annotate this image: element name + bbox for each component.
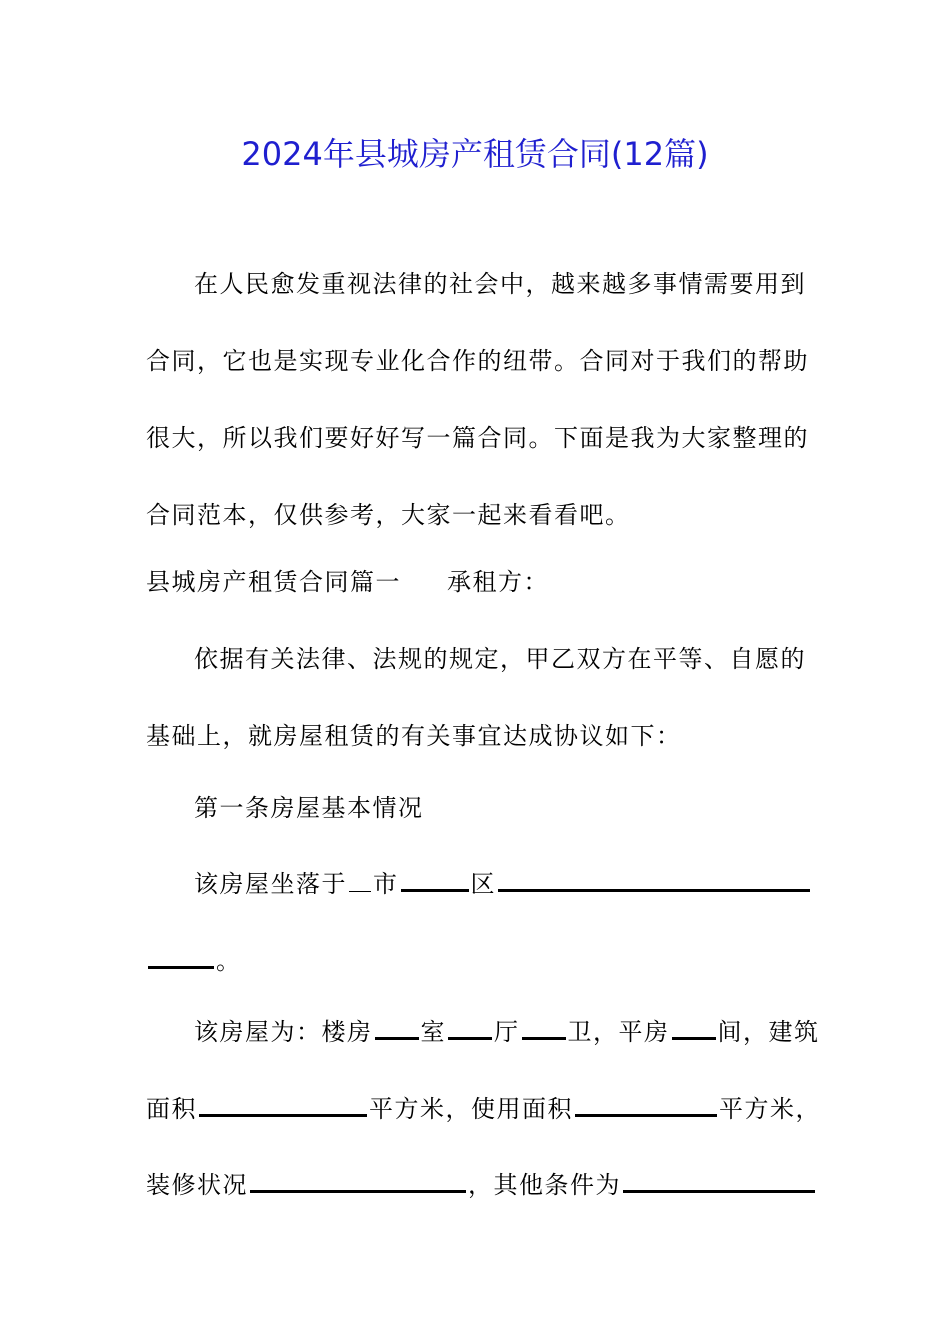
- area-line: [146, 1089, 821, 1129]
- hall-label: 厅: [494, 1018, 520, 1046]
- location-line: [194, 864, 812, 904]
- location-line-2: [146, 941, 242, 981]
- document-title: 2024年县城房产租赁合同(12篇): [241, 135, 709, 173]
- city-label: 市: [373, 870, 399, 898]
- article-1-title: 第一条房屋基本情况: [194, 794, 424, 822]
- house-type-line: [194, 1012, 820, 1052]
- hall-blank: [448, 1017, 492, 1040]
- district-label: 区: [470, 870, 496, 898]
- decoration-line: [146, 1165, 817, 1205]
- tenant-label: 承租方：: [447, 568, 549, 596]
- address-continued-blank: [148, 946, 214, 969]
- location-prefix: 该房屋坐落于: [194, 870, 347, 898]
- bungalow-blank: [672, 1017, 716, 1040]
- other-conditions-label: ，其他条件为: [468, 1171, 621, 1199]
- bath-blank: [522, 1017, 566, 1040]
- city-blank: [349, 871, 371, 892]
- room-label: 室: [420, 1018, 446, 1046]
- section-heading: 县城房产租赁合同篇一: [146, 568, 401, 596]
- sqm-label-2: 平方米，: [719, 1095, 821, 1123]
- sqm-label-1: 平方米，使用面积: [369, 1095, 573, 1123]
- decoration-blank: [250, 1170, 466, 1193]
- city-field-blank: [401, 869, 469, 892]
- house-prefix: 该房屋为：楼房: [194, 1018, 373, 1046]
- basis-paragraph: 依据有关法律、法规的规定，甲乙双方在平等、自愿的基础上，就房屋租赁的有关事宜达成协议如下：: [146, 645, 806, 750]
- section-heading-line: [146, 562, 549, 602]
- usable-area-blank: [575, 1094, 717, 1117]
- room-blank: [375, 1017, 419, 1040]
- intro-paragraph: 在人民愈发重视法律的社会中，越来越多事情需要用到合同，它也是实现专业化合作的纽带。合同对于我们的帮助很大，所以我们要好好写一篇合同。下面是我为大家整理的合同范本，仅供参考，大家一起来看看吧。: [146, 270, 809, 529]
- building-area-blank: [199, 1094, 367, 1117]
- location-end: 。: [216, 947, 242, 975]
- unit-label: 间，建筑: [717, 1018, 820, 1046]
- decoration-label: 装修状况: [146, 1171, 248, 1199]
- area-label: 面积: [146, 1095, 197, 1123]
- bath-label: 卫，平房: [567, 1018, 670, 1046]
- other-conditions-blank: [623, 1170, 815, 1193]
- district-field-blank: [498, 869, 810, 892]
